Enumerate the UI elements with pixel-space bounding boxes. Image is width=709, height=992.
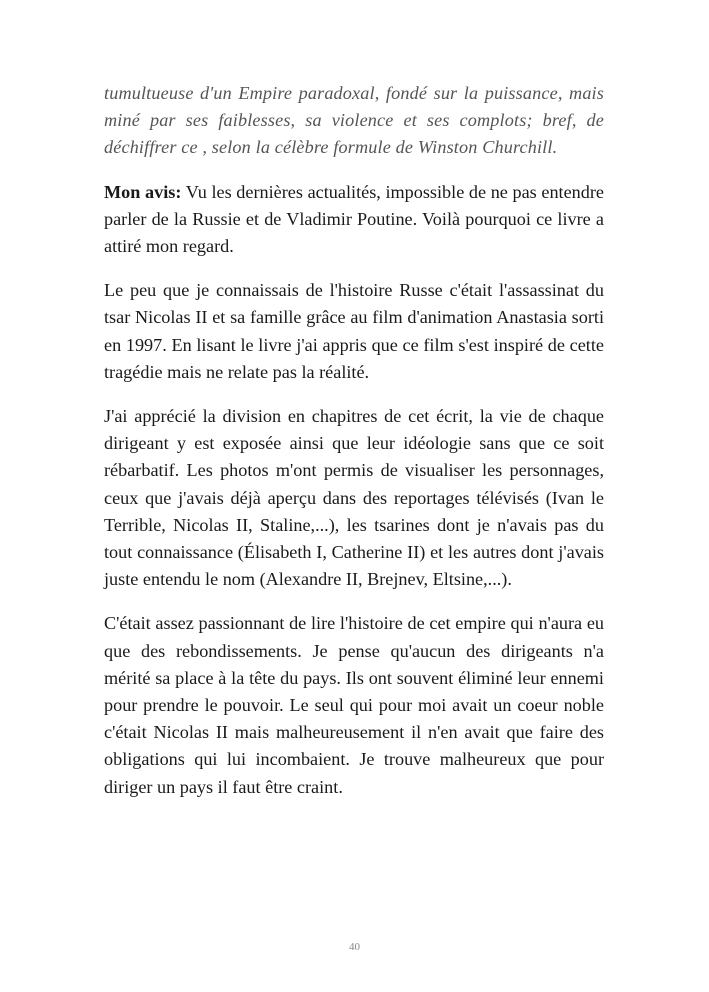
opinion-label: Mon avis: bbox=[104, 181, 182, 202]
opinion-paragraph bbox=[104, 179, 604, 261]
paragraph-conclusion: C'était assez passionnant de lire l'histoire de cet empire qui n'aura eu que des rebondissements. Je pense qu'aucun des dirigeants n'a mérité sa place à la tête du pays. Ils ont souvent éliminé leur ennemi pour prendre le pouvoir. Le seul qui pour moi avait un coeur noble c'était Nicolas II mais malheureusement il n'en avait que faire des obligations qui lui incombaient. Je trouve malheureux que pour diriger un pays il faut être craint. bbox=[104, 613, 604, 797]
intro-italic-paragraph: tumultueuse d'un Empire paradoxal, fondé sur la puissance, mais miné par ses faiblesses, sa violence et ses complots; bref, de déchiffrer ce , selon la célèbre formule de Winston Churchill. bbox=[104, 83, 604, 158]
opinion-text: Vu les dernières actualités, impossible de ne pas entendre parler de la Russie et de Vladimir Poutine. Voilà pourquoi ce livre a attiré mon regard. bbox=[104, 181, 604, 257]
document-page bbox=[104, 80, 604, 801]
paragraph-history-knowledge: Le peu que je connaissais de l'histoire Russe c'était l'assassinat du tsar Nicolas II et sa famille grâce au film d'animation Anastasia sorti en 1997. En lisant le livre j'ai appris que ce film s'est inspiré de cette tragédie mais ne relate pas la réalité. bbox=[104, 280, 604, 382]
paragraph-chapters-appreciation: J'ai apprécié la division en chapitres de cet écrit, la vie de chaque dirigeant y est exposée ainsi que leur idéologie sans que ce soit rébarbatif. Les photos m'ont permis de visualiser les personnages, ceux que j'avais déjà aperçu dans des reportages télévisés (Ivan le Terrible, Nicolas II, Staline,...), les tsarines dont je n'avais pas du tout connaissance (Élisabeth I, Catherine II) et les autres dont j'avais juste entendu le nom (Alexandre II, Brejnev, Eltsine,...). bbox=[104, 406, 604, 590]
page-number: 40 bbox=[349, 941, 360, 953]
